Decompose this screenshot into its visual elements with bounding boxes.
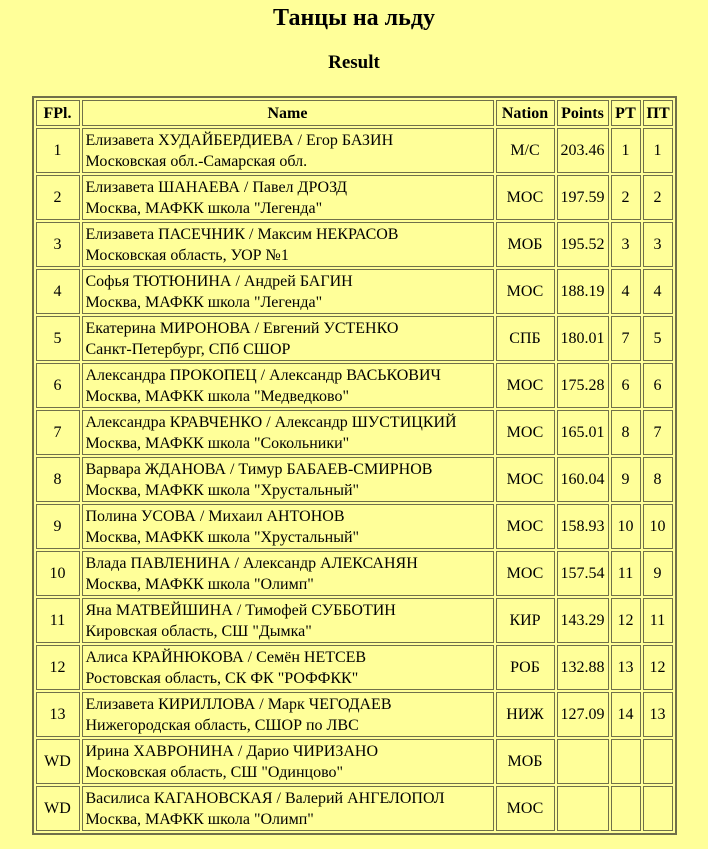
- table-row: [36, 269, 673, 314]
- nation-cell: РОБ: [496, 645, 555, 690]
- rt-cell: 10: [611, 504, 641, 549]
- fpl-cell: 2: [36, 175, 80, 220]
- points-cell: 132.88: [557, 645, 609, 690]
- points-cell: 143.29: [557, 598, 609, 643]
- table-row: [36, 410, 673, 455]
- skaters-names: Варвара ЖДАНОВА / Тимур БАБАЕВ-СМИРНОВ: [85, 460, 433, 478]
- skaters-names: Екатерина МИРОНОВА / Евгений УСТЕНКО: [85, 319, 399, 337]
- table-row: [36, 739, 673, 784]
- page-title: Танцы на льду: [273, 5, 435, 31]
- pt-cell: 3: [643, 222, 673, 267]
- pt-cell: 11: [643, 598, 673, 643]
- name-cell: [82, 410, 494, 455]
- skaters-names: Александра КРАВЧЕНКО / Александр ШУСТИЦКИЙ: [85, 413, 457, 431]
- fpl-cell: 1: [36, 128, 80, 173]
- region-club: Москва, МАФКК школа "Олимп": [85, 810, 314, 828]
- table-row: [36, 222, 673, 267]
- pt-cell: 6: [643, 363, 673, 408]
- skaters-names: Елизавета КИРИЛЛОВА / Марк ЧЕГОДАЕВ: [85, 695, 392, 713]
- name-cell: [82, 645, 494, 690]
- points-cell: 197.59: [557, 175, 609, 220]
- rt-cell: [611, 739, 641, 784]
- page-subtitle: Result: [328, 52, 380, 74]
- name-cell: [82, 551, 494, 596]
- table-row: [36, 457, 673, 502]
- table-row: [36, 128, 673, 173]
- table-row: [36, 598, 673, 643]
- region-club: Москва, МАФКК школа "Олимп": [85, 575, 314, 593]
- region-club: Москва, МАФКК школа "Хрустальный": [85, 481, 360, 499]
- rt-cell: 1: [611, 128, 641, 173]
- region-club: Москва, МАФКК школа "Сокольники": [85, 434, 350, 452]
- pt-cell: 7: [643, 410, 673, 455]
- header-pt: ПТ: [643, 100, 673, 126]
- region-club: Московская область, УОР №1: [85, 246, 289, 264]
- nation-cell: МОС: [496, 363, 555, 408]
- nation-cell: М/С: [496, 128, 555, 173]
- table-row: [36, 645, 673, 690]
- pt-cell: 1: [643, 128, 673, 173]
- region-club: Кировская область, СШ "Дымка": [85, 622, 312, 640]
- pt-cell: 4: [643, 269, 673, 314]
- name-cell: [82, 598, 494, 643]
- fpl-cell: WD: [36, 739, 80, 784]
- skaters-names: Ирина ХАВРОНИНА / Дарио ЧИРИЗАНО: [85, 742, 379, 760]
- fpl-cell: 8: [36, 457, 80, 502]
- nation-cell: МОБ: [496, 739, 555, 784]
- region-club: Нижегородская область, СШОР по ЛВС: [85, 716, 359, 734]
- name-cell: [82, 739, 494, 784]
- fpl-cell: 9: [36, 504, 80, 549]
- rt-cell: 12: [611, 598, 641, 643]
- skaters-names: Александра ПРОКОПЕЦ / Александр ВАСЬКОВИЧ: [85, 366, 441, 384]
- pt-cell: 12: [643, 645, 673, 690]
- skaters-names: Софья ТЮТЮНИНА / Андрей БАГИН: [85, 272, 353, 290]
- skaters-names: Елизавета ШАНАЕВА / Павел ДРОЗД: [85, 178, 348, 196]
- table-row: [36, 363, 673, 408]
- points-cell: 165.01: [557, 410, 609, 455]
- nation-cell: КИР: [496, 598, 555, 643]
- fpl-cell: 13: [36, 692, 80, 737]
- header-fpl: FPl.: [36, 100, 80, 126]
- points-cell: [557, 739, 609, 784]
- points-cell: 203.46: [557, 128, 609, 173]
- rt-cell: [611, 786, 641, 831]
- table-row: [36, 175, 673, 220]
- region-club: Санкт-Петербург, СПб СШОР: [85, 340, 291, 358]
- name-cell: [82, 692, 494, 737]
- pt-cell: 10: [643, 504, 673, 549]
- nation-cell: МОС: [496, 175, 555, 220]
- header-nation: Nation: [496, 100, 555, 126]
- nation-cell: МОС: [496, 410, 555, 455]
- header-name: Name: [82, 100, 494, 126]
- region-club: Ростовская область, СК ФК "РОФФКК": [85, 669, 359, 687]
- table-row: [36, 692, 673, 737]
- name-cell: [82, 175, 494, 220]
- fpl-cell: 6: [36, 363, 80, 408]
- nation-cell: СПБ: [496, 316, 555, 361]
- region-club: Московская обл.-Самарская обл.: [85, 152, 308, 170]
- fpl-cell: 3: [36, 222, 80, 267]
- rt-cell: 14: [611, 692, 641, 737]
- rt-cell: 9: [611, 457, 641, 502]
- fpl-cell: 7: [36, 410, 80, 455]
- name-cell: [82, 316, 494, 361]
- header-rt: РТ: [611, 100, 641, 126]
- rt-cell: 7: [611, 316, 641, 361]
- region-club: Москва, МАФКК школа "Хрустальный": [85, 528, 360, 546]
- name-cell: [82, 504, 494, 549]
- rt-cell: 13: [611, 645, 641, 690]
- name-cell: [82, 786, 494, 831]
- rt-cell: 6: [611, 363, 641, 408]
- points-cell: 188.19: [557, 269, 609, 314]
- table-row: [36, 316, 673, 361]
- skaters-names: Полина УСОВА / Михаил АНТОНОВ: [85, 507, 345, 525]
- fpl-cell: 5: [36, 316, 80, 361]
- fpl-cell: 10: [36, 551, 80, 596]
- points-cell: 180.01: [557, 316, 609, 361]
- rt-cell: 11: [611, 551, 641, 596]
- table-row: [36, 504, 673, 549]
- skaters-names: Василиса КАГАНОВСКАЯ / Валерий АНГЕЛОПОЛ: [85, 789, 445, 807]
- region-club: Москва, МАФКК школа "Легенда": [85, 293, 323, 311]
- region-club: Московская область, СШ "Одинцово": [85, 763, 344, 781]
- nation-cell: МОБ: [496, 222, 555, 267]
- points-cell: 158.93: [557, 504, 609, 549]
- name-cell: [82, 457, 494, 502]
- nation-cell: МОС: [496, 457, 555, 502]
- pt-cell: 9: [643, 551, 673, 596]
- pt-cell: [643, 739, 673, 784]
- points-cell: 195.52: [557, 222, 609, 267]
- skaters-names: Влада ПАВЛЕНИНА / Александр АЛЕКСАНЯН: [85, 554, 418, 572]
- pt-cell: 5: [643, 316, 673, 361]
- pt-cell: [643, 786, 673, 831]
- nation-cell: МОС: [496, 504, 555, 549]
- nation-cell: МОС: [496, 269, 555, 314]
- name-cell: [82, 128, 494, 173]
- skaters-names: Елизавета ХУДАЙБЕРДИЕВА / Егор БАЗИН: [85, 131, 394, 149]
- points-cell: 127.09: [557, 692, 609, 737]
- points-cell: 175.28: [557, 363, 609, 408]
- rt-cell: 8: [611, 410, 641, 455]
- rt-cell: 3: [611, 222, 641, 267]
- name-cell: [82, 363, 494, 408]
- points-cell: 160.04: [557, 457, 609, 502]
- table-header-row: [36, 100, 673, 126]
- name-cell: [82, 222, 494, 267]
- results-tbody: [36, 128, 673, 831]
- skaters-names: Елизавета ПАСЕЧНИК / Максим НЕКРАСОВ: [85, 225, 399, 243]
- fpl-cell: 4: [36, 269, 80, 314]
- results-table: [32, 96, 677, 835]
- nation-cell: МОС: [496, 551, 555, 596]
- skaters-names: Яна МАТВЕЙШИНА / Тимофей СУББОТИН: [85, 601, 396, 619]
- region-club: Москва, МАФКК школа "Медведково": [85, 387, 349, 405]
- name-cell: [82, 269, 494, 314]
- table-row: [36, 551, 673, 596]
- fpl-cell: 11: [36, 598, 80, 643]
- pt-cell: 2: [643, 175, 673, 220]
- fpl-cell: WD: [36, 786, 80, 831]
- rt-cell: 2: [611, 175, 641, 220]
- region-club: Москва, МАФКК школа "Легенда": [85, 199, 323, 217]
- header-points: Points: [557, 100, 609, 126]
- pt-cell: 13: [643, 692, 673, 737]
- pt-cell: 8: [643, 457, 673, 502]
- fpl-cell: 12: [36, 645, 80, 690]
- nation-cell: НИЖ: [496, 692, 555, 737]
- points-cell: [557, 786, 609, 831]
- nation-cell: МОС: [496, 786, 555, 831]
- rt-cell: 4: [611, 269, 641, 314]
- skaters-names: Алиса КРАЙНЮКОВА / Семён НЕТСЕВ: [85, 648, 367, 666]
- points-cell: 157.54: [557, 551, 609, 596]
- table-row: [36, 786, 673, 831]
